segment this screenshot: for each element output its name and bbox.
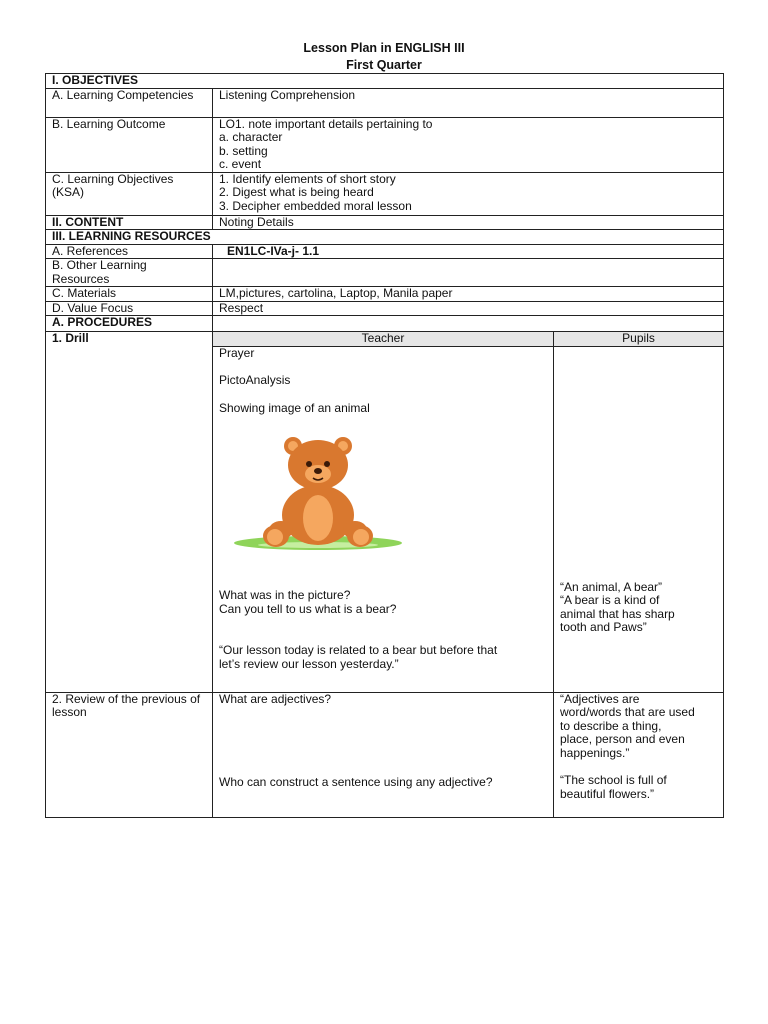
drill-row <box>46 332 724 347</box>
competency-value: Listening Comprehension <box>213 88 724 117</box>
outcome-label: B. Learning Outcome <box>46 117 213 172</box>
lesson-plan-table <box>45 73 724 818</box>
other-resources-row <box>46 259 724 287</box>
references-label: A. References <box>46 244 213 259</box>
review-answer-1-line: happenings.” <box>560 745 630 760</box>
review-answer-1-line: place, person and even <box>560 732 685 746</box>
pupil-answer-2-line-3: tooth and Paws” <box>560 620 647 634</box>
value-focus-row <box>46 301 724 316</box>
objectives-heading-row <box>46 74 724 89</box>
materials-value: LM,pictures, cartolina, Laptop, Manila paper <box>213 287 724 302</box>
showing-image-text: Showing image of an animal <box>219 400 370 415</box>
review-answer-1-line: “Adjectives are <box>560 691 640 706</box>
picto-analysis-text: PictoAnalysis <box>219 373 291 387</box>
drill-pupils-cell <box>554 346 724 692</box>
teacher-header: Teacher <box>213 332 554 347</box>
ksa-line: 2. Digest what is being heard <box>219 185 374 199</box>
outcome-line: a. character <box>219 130 283 144</box>
drill-label: 1. Drill <box>46 332 213 693</box>
drill-teacher-cell <box>213 346 554 692</box>
review-question-2: Who can construct a sentence using any adjective? <box>219 775 493 789</box>
review-answer-1-line: word/words that are used <box>560 705 695 719</box>
ksa-line: 3. Decipher embedded moral lesson <box>219 198 412 213</box>
review-teacher-cell <box>213 692 554 817</box>
outcome-line: b. setting <box>219 143 268 158</box>
resources-heading-row <box>46 230 724 245</box>
drill-question-2: Can you tell to us what is a bear? <box>219 601 397 616</box>
outcome-row <box>46 117 724 172</box>
review-answer-1-line: to describe a thing, <box>560 718 662 733</box>
pupil-answer-2-line-2: animal that has sharp <box>560 606 675 621</box>
review-row <box>46 692 724 817</box>
review-pupils-cell <box>554 692 724 817</box>
value-focus-value: Respect <box>213 301 724 316</box>
materials-label: C. Materials <box>46 287 213 302</box>
resources-heading: III. LEARNING RESOURCES <box>46 230 724 245</box>
quarter-subtitle: First Quarter <box>346 58 422 72</box>
procedures-heading-blank <box>213 316 724 332</box>
pupil-answer-2-line-1: “A bear is a kind of <box>560 593 660 607</box>
review-answer-2-line: beautiful flowers.” <box>560 786 655 801</box>
other-resources-value <box>213 259 724 287</box>
outcome-line: c. event <box>219 157 262 171</box>
review-label: 2. Review of the previous of lesson <box>46 692 213 817</box>
pupil-answer-1: “An animal, A bear” <box>560 579 663 594</box>
content-label: II. CONTENT <box>46 215 213 230</box>
materials-row <box>46 287 724 302</box>
lesson-plan-title: Lesson Plan in ENGLISH III <box>303 41 465 55</box>
references-row <box>46 244 724 259</box>
pupils-header: Pupils <box>554 332 724 347</box>
objectives-heading: I. OBJECTIVES <box>46 74 724 89</box>
references-value: EN1LC-IVa-j- 1.1 <box>213 244 724 259</box>
drill-question-1: What was in the picture? <box>219 588 351 602</box>
competency-row <box>46 88 724 117</box>
content-value: Noting Details <box>213 215 724 230</box>
ksa-label: C. Learning Objectives (KSA) <box>46 172 213 215</box>
review-question-1: What are adjectives? <box>219 691 332 706</box>
outcome-line: LO1. note important details pertaining to <box>219 116 433 131</box>
value-focus-label: D. Value Focus <box>46 301 213 316</box>
procedures-heading-row <box>46 316 724 332</box>
review-answer-2-line: “The school is full of <box>560 773 667 787</box>
procedures-heading: A. PROCEDURES <box>46 316 213 332</box>
lesson-intro-line-2: let’s review our lesson yesterday.” <box>219 656 399 671</box>
ksa-row <box>46 172 724 215</box>
prayer-text: Prayer <box>219 345 255 360</box>
other-resources-label: B. Other Learning Resources <box>46 259 213 287</box>
competency-label: A. Learning Competencies <box>46 88 213 117</box>
content-row <box>46 215 724 230</box>
outcome-value <box>213 117 724 172</box>
bear-illustration-icon <box>233 435 403 553</box>
ksa-value <box>213 172 724 215</box>
lesson-intro-line-1: “Our lesson today is related to a bear but before that <box>219 643 498 657</box>
ksa-line: 1. Identify elements of short story <box>219 171 396 186</box>
